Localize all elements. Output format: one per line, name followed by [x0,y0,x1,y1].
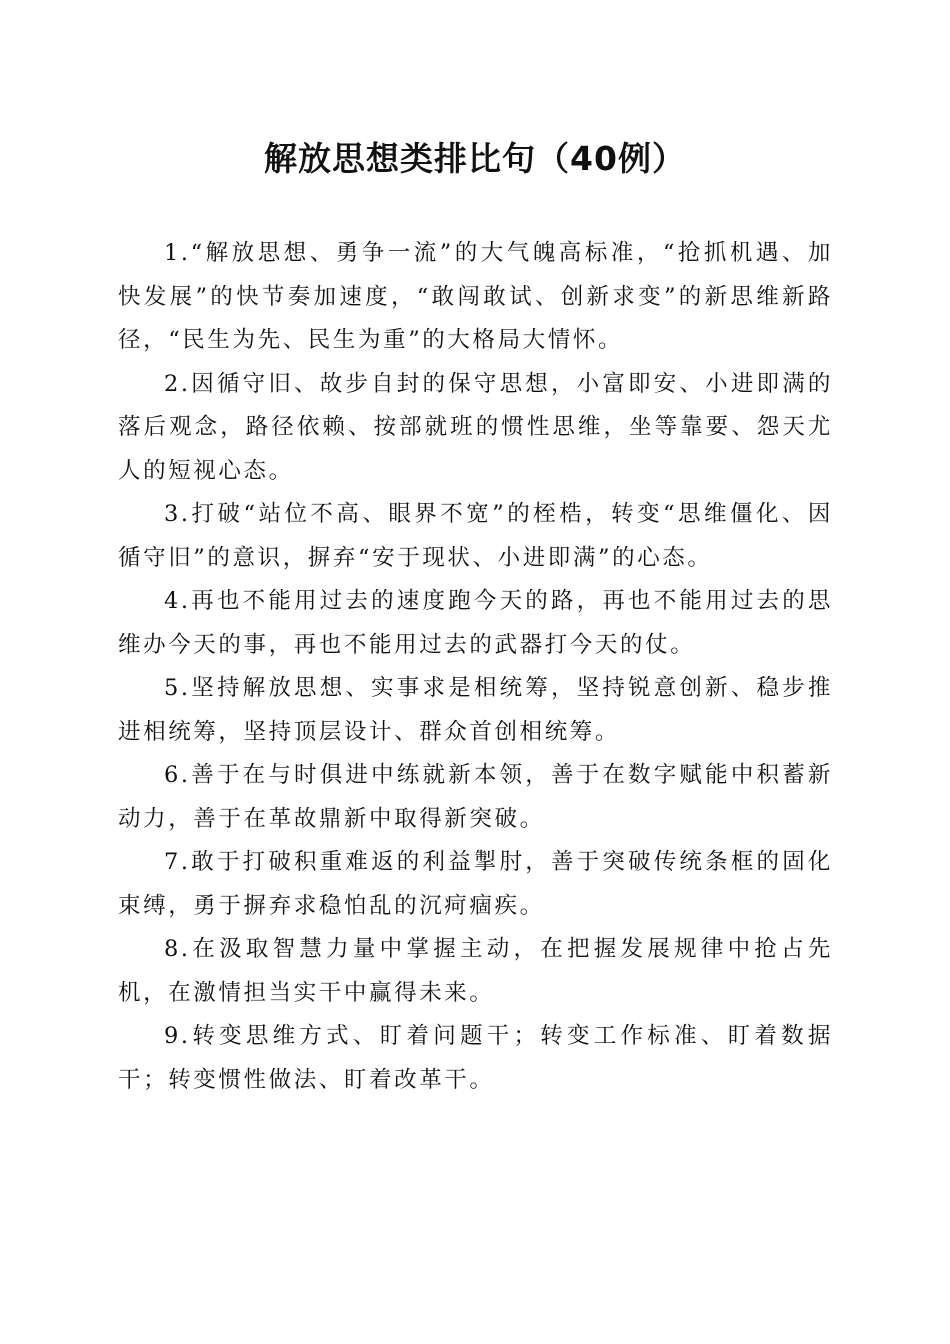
paragraph-7: 7.敢于打破积重难返的利益掣肘，善于突破传统条框的固化束缚，勇于摒弃求稳怕乱的沉疴痼疾。 [118,849,833,919]
paragraph-9: 9.转变思维方式、盯着问题干；转变工作标准、盯着数据干；转变惯性做法、盯着改革干。 [118,1023,833,1093]
paragraph-5: 5.坚持解放思想、实事求是相统筹，坚持锐意创新、稳步推进相统筹，坚持顶层设计、群众首创相统筹。 [118,675,833,745]
paragraph-2: 2.因循守旧、故步自封的保守思想，小富即安、小进即满的落后观念，路径依赖、按部就班的惯性思维，坐等靠要、怨天尤人的短视心态。 [118,370,833,484]
document-body [118,232,833,1102]
document-title: 解放思想类排比句（40例） [264,139,686,178]
paragraph-6: 6.善于在与时俱进中练就新本领，善于在数字赋能中积蓄新动力，善于在革故鼎新中取得新突破。 [118,762,833,832]
paragraph-1: 1.“解放思想、勇争一流”的大气魄高标准，“抢抓机遇、加快发展”的快节奏加速度，“敢闯敢试、创新求变”的新思维新路径，“民生为先、民生为重”的大格局大情怀。 [118,240,833,353]
paragraph-4: 4.再也不能用过去的速度跑今天的路，再也不能用过去的思维办今天的事，再也不能用过去的武器打今天的仗。 [118,588,833,658]
paragraph-3: 3.打破“站位不高、眼界不宽”的桎梏，转变“思维僵化、因循守旧”的意识，摒弃“安于现状、小进即满”的心态。 [118,501,833,571]
paragraph-8: 8.在汲取智慧力量中掌握主动，在把握发展规律中抢占先机，在激情担当实干中赢得未来。 [118,936,833,1006]
